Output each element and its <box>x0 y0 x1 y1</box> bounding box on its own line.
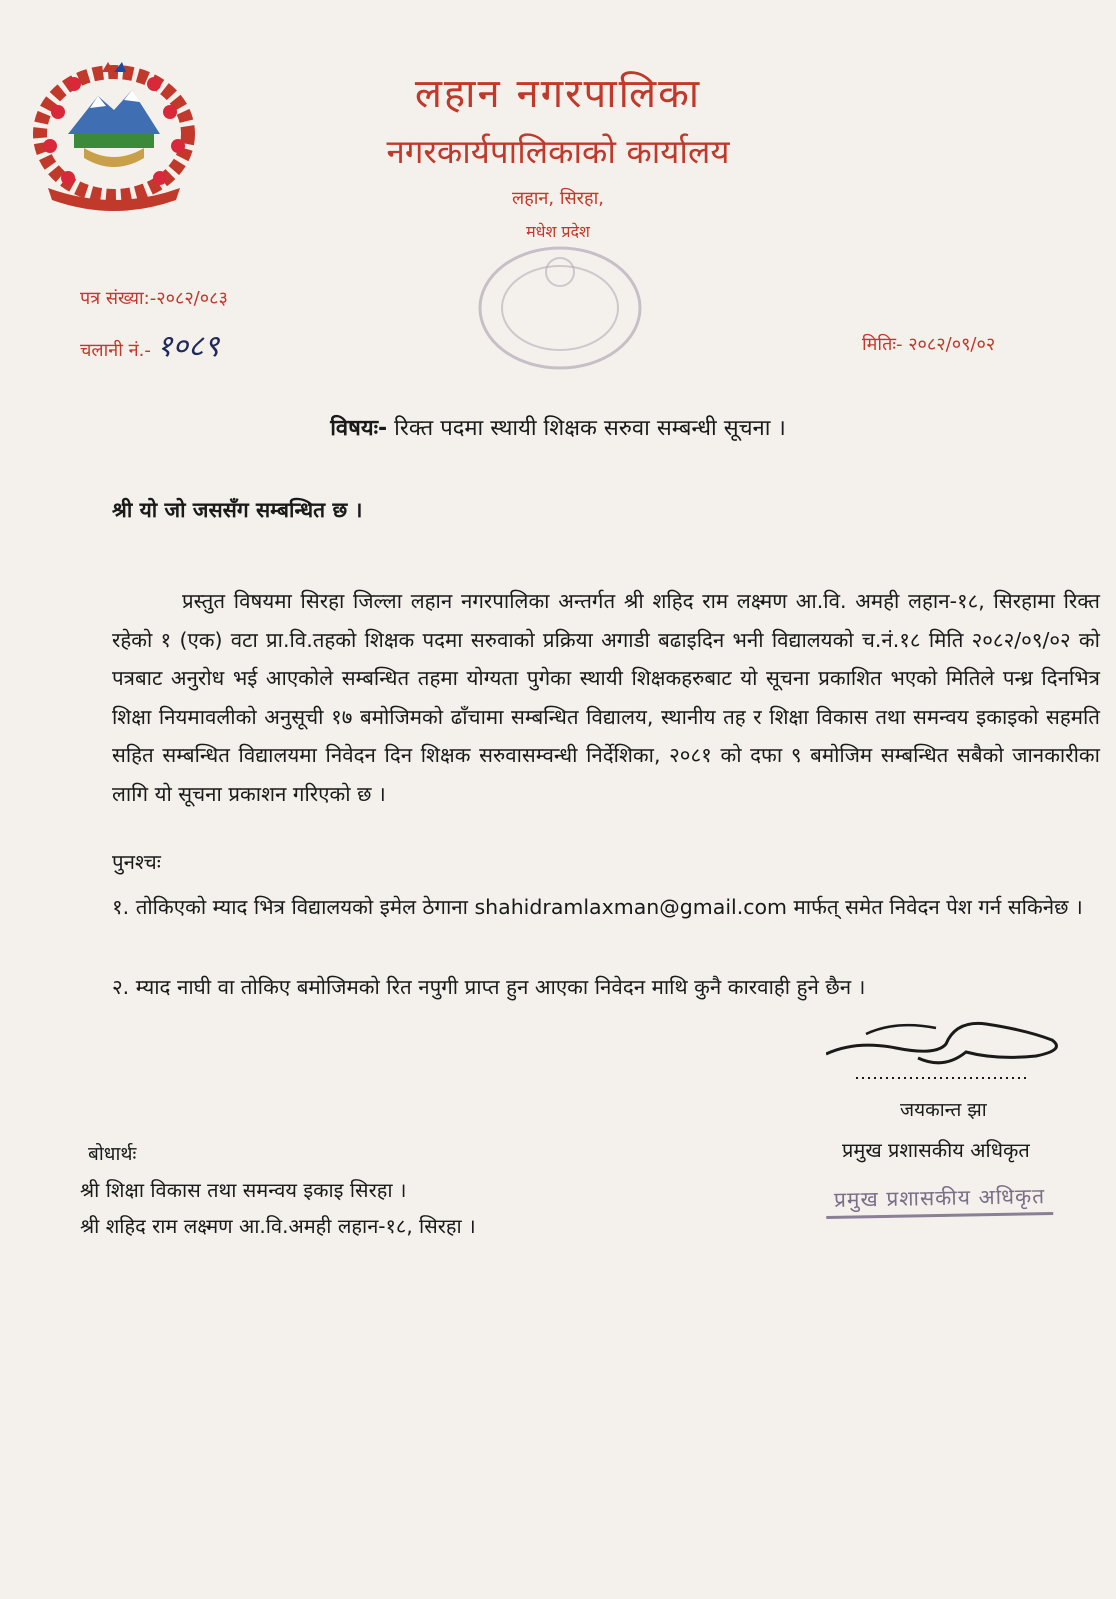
signature-icon <box>826 1010 1076 1100</box>
cc-recipient: श्री शिक्षा विकास तथा समन्वय इकाइ सिरहा । <box>80 1178 407 1202</box>
dispatch-number <box>80 324 219 365</box>
dispatch-number-value: १०८९ <box>156 329 220 364</box>
office-title: नगरकार्यपालिकाको कार्यालय <box>386 132 730 171</box>
cc-recipient: श्री शहिद राम लक्ष्मण आ.वि.अमही लहान-१८, सिरहा । <box>80 1214 476 1238</box>
postscript-point-2: २. म्याद नाघी वा तोकिए बमोजिमको रित नपुगी प्राप्त हुन आएका निवेदन माथि कुनै कारवाही हुने छैन । <box>112 975 866 999</box>
address-line-1: लहान, सिरहा, <box>512 188 604 209</box>
letter-number: पत्र संख्या:-२०८२/०८३ <box>80 288 228 309</box>
subject-label: विषयः- <box>330 416 388 441</box>
page-title: लहान नगरपालिका <box>414 71 702 117</box>
subject-line <box>0 412 1116 442</box>
official-stamp: प्रमुख प्रशासकीय अधिकृत <box>826 1182 1054 1219</box>
signatory-title: प्रमुख प्रशासकीय अधिकृत <box>842 1138 1030 1162</box>
signatory-name: जयकान्त झा <box>900 1099 987 1121</box>
subject-text: रिक्त पदमा स्थायी शिक्षक सरुवा सम्बन्धी सूचना । <box>394 416 786 441</box>
postscript-point-1: १. तोकिएको म्याद भित्र विद्यालयको इमेल ठेगाना shahidramlaxman@gmail.com मार्फत् समेत निवेदन पेश गर्न सकिनेछ । <box>112 895 1083 919</box>
office-seal-icon <box>470 238 650 378</box>
letter-date: मितिः- २०८२/०९/०२ <box>862 334 996 355</box>
address-line-2: मधेश प्रदेश <box>526 222 590 241</box>
dispatch-label: चलानी नं.- <box>80 340 151 361</box>
postscript-label: पुनश्चः <box>112 850 161 874</box>
cc-label: बोधार्थः <box>88 1143 137 1165</box>
salutation: श्री यो जो जससँग सम्बन्धित छ । <box>112 498 363 522</box>
body-paragraph: प्रस्तुत विषयमा सिरहा जिल्ला लहान नगरपालिका अन्तर्गत श्री शहिद राम लक्ष्मण आ.वि. अमही लहान-१८, सिरहामा रिक्त रहेको १ (एक) वटा प्रा.वि.तहको शिक्षक पदमा सरुवाको प्रक्रिया अगाडी बढाइदिन भनी विद्यालयको च.नं.१८ मिति २०८२/०९/०२ को पत्रबाट अनुरोध भई आएकोले सम्बन्धित तहमा योग्यता पुगेका स्थायी शिक्षकहरुबाट यो सूचना प्रकाशित भएको मितिले पन्ध्र दिनभित्र शिक्षा नियमावलीको अनुसूची १७ बमोजिमको ढाँचामा सम्बन्धित विद्यालय, स्थानीय तह र शिक्षा विकास तथा समन्वय इकाइको सहमति सहित सम्बन्धित विद्यालयमा निवेदन दिन शिक्षक सरुवासम्वन्धी निर्देशिका, २०८१ को दफा ९ बमोजिम सम्बन्धित सबैको जानकारीका लागि यो सूचना प्रकाशन गरिएको छ । <box>112 589 1100 806</box>
